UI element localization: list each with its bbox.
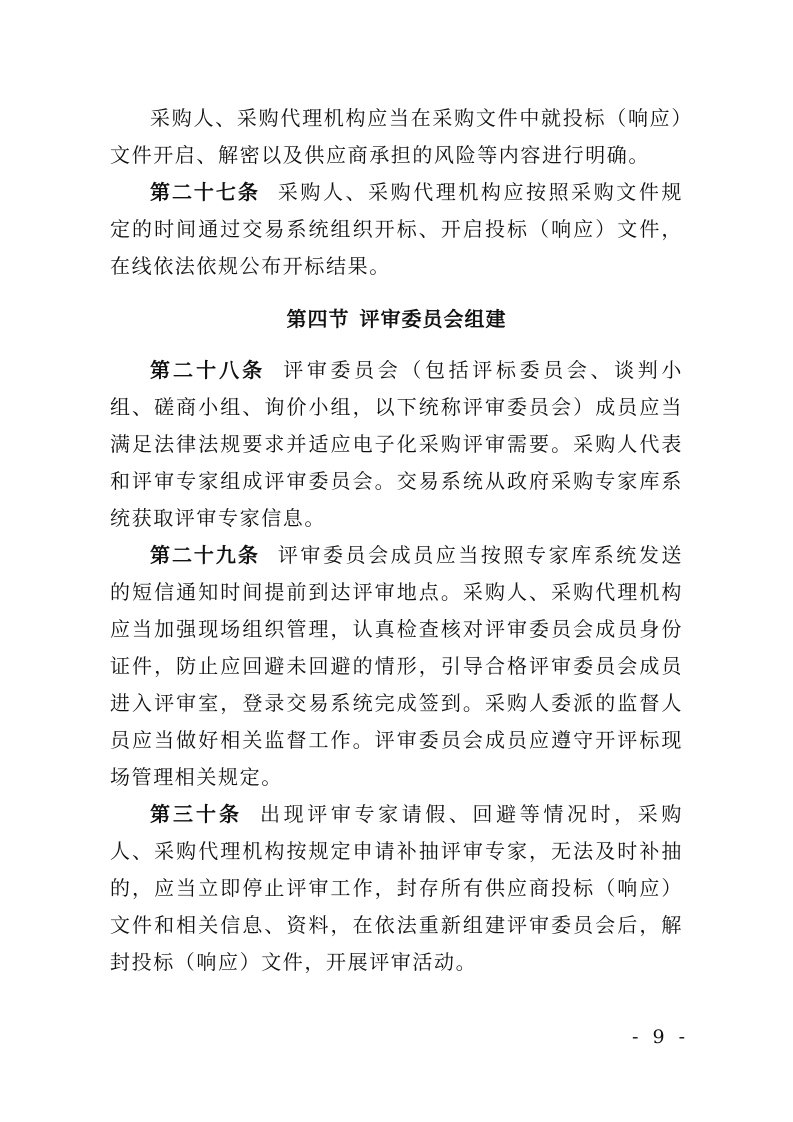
article-29: [110, 537, 683, 796]
article-30-label: 第三十条: [150, 802, 243, 826]
article-28: [110, 352, 683, 537]
article-27-label: 第二十七条: [150, 180, 260, 204]
article-28-label: 第二十八条: [150, 358, 266, 382]
article-29-label: 第二十九条: [150, 543, 260, 567]
page-number: - 9 -: [631, 1026, 689, 1048]
paragraph-continuation: 采购人、采购代理机构应当在采购文件中就投标（响应）文件开启、解密以及供应商承担的风险等内容进行明确。: [110, 106, 683, 167]
section-heading: [110, 301, 683, 338]
article-27-text: 采购人、采购代理机构应按照采购文件规定的时间通过交易系统组织开标、开启投标（响应）文件，在线依法依规公布开标结果。: [110, 180, 683, 278]
article-27: [110, 174, 683, 285]
section-title-text: 评审委员会组建: [359, 307, 507, 331]
section-number: 第四节: [286, 307, 350, 331]
article-28-text: 评审委员会（包括评标委员会、谈判小组、磋商小组、询价小组，以下统称评审委员会）成员应当满足法律法规要求并适应电子化采购评审需要。采购人代表和评审专家组成评审委员会。交易系统从政府采购专家库系统获取评审专家信息。: [110, 358, 684, 530]
article-30: [110, 796, 683, 981]
article-29-text: 评审委员会成员应当按照专家库系统发送的短信通知时间提前到达评审地点。采购人、采购代理机构应当加强现场组织管理，认真检查核对评审委员会成员身份证件，防止应回避未回避的情形，引导合格评审委员会成员进入评审室，登录交易系统完成签到。采购人委派的监督人员应当做好相关监督工作。评审委员会成员应遵守开评标现场管理相关规定。: [110, 543, 683, 789]
article-30-text: 出现评审专家请假、回避等情况时，采购人、采购代理机构按规定申请补抽评审专家，无法及时补抽的，应当立即停止评审工作，封存所有供应商投标（响应）文件和相关信息、资料，在依法重新组建评审委员会后，解封投标（响应）文件，开展评审活动。: [110, 802, 683, 974]
